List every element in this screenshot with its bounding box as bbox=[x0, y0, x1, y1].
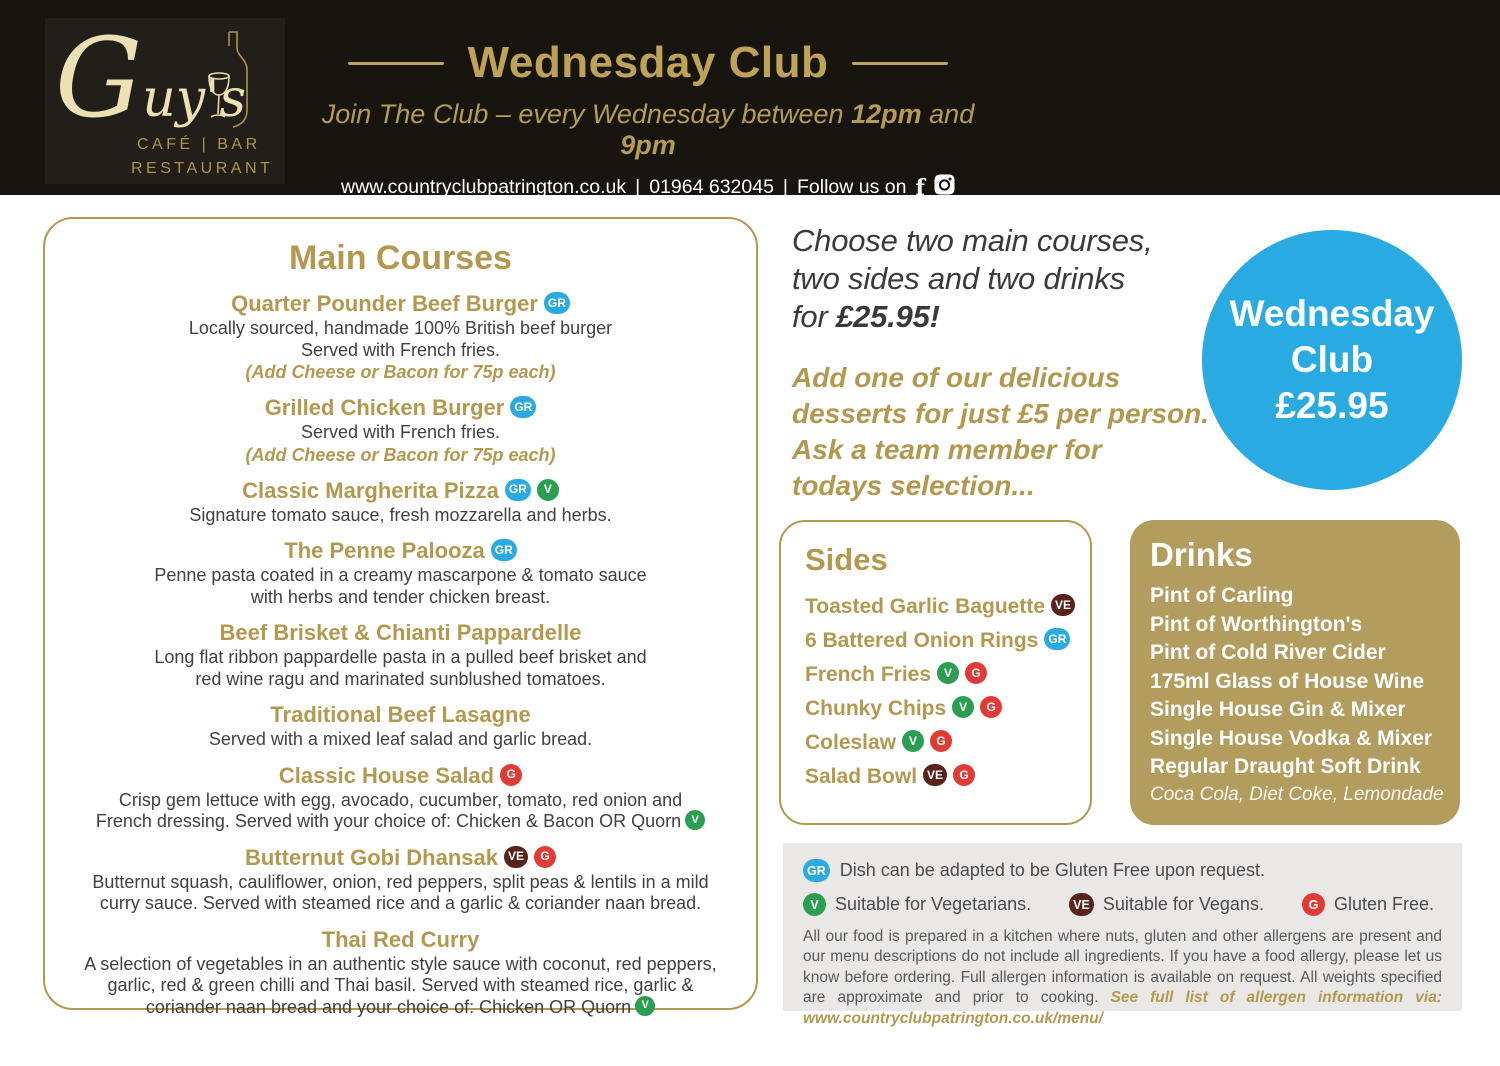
main-courses-list bbox=[45, 290, 756, 1018]
side-item-name: Toasted Garlic Baguette bbox=[805, 595, 1046, 618]
page-title: Wednesday Club bbox=[467, 38, 829, 87]
header-subtitle: Join The Club – every Wednesday between 12pm and 9pm bbox=[321, 99, 975, 161]
menu-item-name bbox=[45, 477, 756, 504]
badge-g-icon: G bbox=[980, 696, 1002, 718]
legend-row bbox=[803, 893, 1442, 916]
legend-vegan: VE Suitable for Vegans. bbox=[1069, 893, 1264, 916]
menu-item bbox=[45, 477, 756, 527]
menu-item-desc: curry sauce. Served with steamed rice and a garlic & coriander naan bread. bbox=[99, 893, 702, 913]
legend-gluten-free: G Gluten Free. bbox=[1302, 893, 1434, 916]
header-center bbox=[298, 40, 998, 201]
menu-item-desc: French dressing. Served with your choice of: Chicken & Bacon OR Quorn V bbox=[45, 811, 756, 833]
drink-item: Single House Vodka & Mixer bbox=[1150, 726, 1433, 750]
badge-ve-icon: VE bbox=[1069, 893, 1094, 916]
badge-v-icon: V bbox=[952, 696, 974, 718]
menu-item-desc: with herbs and tender chicken breast. bbox=[250, 586, 551, 607]
side-item bbox=[805, 760, 1090, 794]
menu-item-name bbox=[45, 537, 756, 564]
menu-item-name-text: Classic Margherita Pizza bbox=[242, 477, 499, 503]
badge-gr-icon: GR bbox=[505, 479, 531, 501]
title-rule-right bbox=[852, 62, 948, 65]
price-roundel: Wednesday Club £25.95 bbox=[1202, 230, 1462, 490]
menu-item bbox=[45, 537, 756, 608]
drinks-list bbox=[1150, 582, 1460, 782]
menu-item-desc: Butternut squash, cauliflower, onion, red peppers, split peas & lentils in a mild bbox=[92, 871, 709, 892]
logo-restaurant-text: RESTAURANT bbox=[131, 160, 274, 177]
badge-gr-icon: GR bbox=[491, 539, 517, 561]
allergen-link-text: See full list of allergen information via: www.countryclubpatrington.co.uk/menu/ bbox=[803, 989, 1442, 1027]
logo-cafe-bar-text: CAFÉ | BAR bbox=[137, 136, 261, 153]
drink-item: Regular Draught Soft Drink bbox=[1150, 755, 1421, 778]
side-item bbox=[805, 624, 1090, 658]
menu-item-name-text: Quarter Pounder Beef Burger bbox=[231, 291, 538, 316]
phone-text: 01964 632045 bbox=[649, 176, 774, 199]
menu-item-desc: Crisp gem lettuce with egg, avocado, cucumber, tomato, red onion and bbox=[118, 789, 683, 810]
dessert-offer-text: Add one of our delicious desserts for just £5 per person. Ask a team member for todays selection... bbox=[792, 362, 1210, 501]
badge-g-icon: G bbox=[534, 846, 556, 868]
badge-g-icon: G bbox=[930, 730, 952, 752]
menu-item-desc: Served with a mixed leaf salad and garlic bread. bbox=[208, 729, 593, 749]
menu-item-desc: A selection of vegetables in an authentic style sauce with coconut, red peppers, bbox=[84, 953, 717, 974]
menu-item-name bbox=[45, 762, 756, 789]
soft-drink-options: Coca Cola, Diet Coke, Lemondade bbox=[1150, 783, 1444, 805]
badge-gr-icon: GR bbox=[510, 396, 536, 418]
side-item-name: 6 Battered Onion Rings bbox=[805, 629, 1039, 652]
website-text: www.countryclubpatrington.co.uk bbox=[341, 176, 627, 199]
sides-list bbox=[805, 590, 1090, 794]
main-courses-section bbox=[43, 217, 758, 1017]
header bbox=[0, 0, 1500, 201]
drinks-section bbox=[1130, 520, 1460, 825]
menu-item-name-text: Traditional Beef Lasagne bbox=[270, 702, 531, 727]
title-rule-left bbox=[348, 62, 444, 65]
badge-ve-icon: VE bbox=[504, 846, 528, 868]
contact-line: www.countryclubpatrington.co.uk | 01964 632045 | Follow us on f bbox=[298, 174, 998, 201]
menu-item-note: (Add Cheese or Bacon for 75p each) bbox=[245, 362, 556, 382]
allergen-legend-section bbox=[783, 843, 1462, 1027]
menu-item-desc: Locally sourced, handmade 100% British beef burger bbox=[188, 318, 613, 338]
menu-item-desc: Served with French fries. bbox=[300, 422, 501, 442]
menu-item bbox=[45, 619, 756, 690]
side-item bbox=[805, 658, 1090, 692]
drink-item: Pint of Carling bbox=[1150, 584, 1294, 607]
side-item-name: Coleslaw bbox=[805, 731, 897, 754]
menu-item-desc: red wine ragu and marinated sunblushed tomatoes. bbox=[195, 668, 606, 689]
main-courses-title: Main Courses bbox=[289, 239, 512, 277]
badge-v-icon: V bbox=[685, 810, 705, 830]
side-item bbox=[805, 590, 1090, 624]
menu-item-desc: Penne pasta coated in a creamy mascarpone & tomato sauce bbox=[154, 565, 647, 585]
menu-item-desc: Signature tomato sauce, fresh mozzarella and herbs. bbox=[189, 504, 612, 525]
allergen-notice: All our food is prepared in a kitchen where nuts, gluten and other allergens are present and our menu descriptions do not include all ingredients. If you have a food allergy, please let us know before ordering. Full allergen information is available on request. All weights specified are approximate and prior to cooking. See full list of allergen information via: www.countryclubpatrington.co.uk/menu/ bbox=[803, 928, 1442, 1027]
menu-item-name bbox=[45, 701, 756, 728]
drink-item: 175ml Glass of House Wine bbox=[1150, 669, 1425, 693]
menu-item bbox=[45, 290, 756, 383]
menu-item-name-text: Thai Red Curry bbox=[321, 926, 480, 952]
menu-item-name bbox=[45, 844, 756, 871]
wine-bottle-and-glass-icon bbox=[195, 28, 257, 136]
badge-v-icon: V bbox=[803, 893, 826, 916]
drink-item: Single House Gin & Mixer bbox=[1150, 698, 1406, 721]
badge-v-icon: V bbox=[537, 479, 559, 501]
menu-item bbox=[45, 844, 756, 915]
drink-item: Pint of Worthington's bbox=[1150, 612, 1363, 636]
menu-item-name bbox=[45, 290, 756, 317]
side-item bbox=[805, 692, 1090, 726]
side-item bbox=[805, 726, 1090, 760]
badge-gr-icon: GR bbox=[803, 859, 830, 882]
side-item-name: French Fries bbox=[805, 663, 932, 686]
menu-item-name-text: Grilled Chicken Burger bbox=[264, 395, 505, 420]
badge-g-icon: G bbox=[500, 764, 522, 786]
offer-text: Choose two main courses, two sides and two drinks for £25.95! bbox=[792, 223, 1153, 334]
menu-item-name bbox=[45, 619, 756, 646]
badge-g-icon: G bbox=[953, 764, 975, 786]
restaurant-logo bbox=[45, 15, 285, 184]
menu-item bbox=[45, 762, 756, 833]
menu-item bbox=[45, 394, 756, 466]
menu-item-name bbox=[45, 926, 756, 953]
legend-vegetarian: V Suitable for Vegetarians. bbox=[803, 893, 1031, 916]
badge-g-icon: G bbox=[965, 662, 987, 684]
instagram-icon bbox=[934, 174, 955, 201]
badge-v-icon: V bbox=[902, 730, 924, 752]
badge-g-icon: G bbox=[1302, 893, 1325, 916]
side-item-name: Salad Bowl bbox=[805, 765, 918, 788]
menu-item-name-text: The Penne Palooza bbox=[284, 538, 485, 563]
menu-item-name-text: Butternut Gobi Dhansak bbox=[244, 844, 498, 870]
badge-ve-icon: VE bbox=[923, 764, 947, 786]
drinks-title: Drinks bbox=[1150, 536, 1253, 573]
sides-title: Sides bbox=[805, 542, 888, 577]
legend-gluten-request: GR Dish can be adapted to be Gluten Free upon request. bbox=[803, 859, 1442, 882]
badge-gr-icon: GR bbox=[544, 292, 570, 314]
menu-item-desc: Served with French fries. bbox=[300, 339, 501, 360]
menu-item-desc: coriander naan bread and your choice of: Chicken OR Quorn V bbox=[45, 997, 756, 1019]
menu-item-name-text: Beef Brisket & Chianti Pappardelle bbox=[219, 620, 582, 645]
menu-item-note: (Add Cheese or Bacon for 75p each) bbox=[245, 444, 556, 465]
menu-item bbox=[45, 701, 756, 751]
menu-item-desc: garlic, red & green chilli and Thai basil. Served with steamed rice, garlic & bbox=[107, 975, 694, 995]
badge-gr-icon: GR bbox=[1044, 628, 1070, 650]
badge-v-icon: V bbox=[937, 662, 959, 684]
badge-v-icon: V bbox=[635, 996, 655, 1016]
badge-ve-icon: VE bbox=[1051, 594, 1075, 616]
offer-section bbox=[792, 222, 1222, 504]
menu-item-name-text: Classic House Salad bbox=[278, 762, 495, 788]
offer-price: £25.95! bbox=[836, 299, 940, 334]
menu-item-name bbox=[45, 394, 756, 421]
side-item-name: Chunky Chips bbox=[805, 697, 947, 720]
logo-script-text: Guy's bbox=[55, 15, 247, 142]
follow-us-text: Follow us on bbox=[797, 176, 907, 199]
menu-item bbox=[45, 926, 756, 1019]
facebook-icon: f bbox=[915, 174, 925, 201]
menu-item-desc: Long flat ribbon pappardelle pasta in a pulled beef brisket and bbox=[154, 647, 647, 667]
sides-section bbox=[779, 520, 1092, 825]
drink-item: Pint of Cold River Cider bbox=[1150, 641, 1386, 664]
